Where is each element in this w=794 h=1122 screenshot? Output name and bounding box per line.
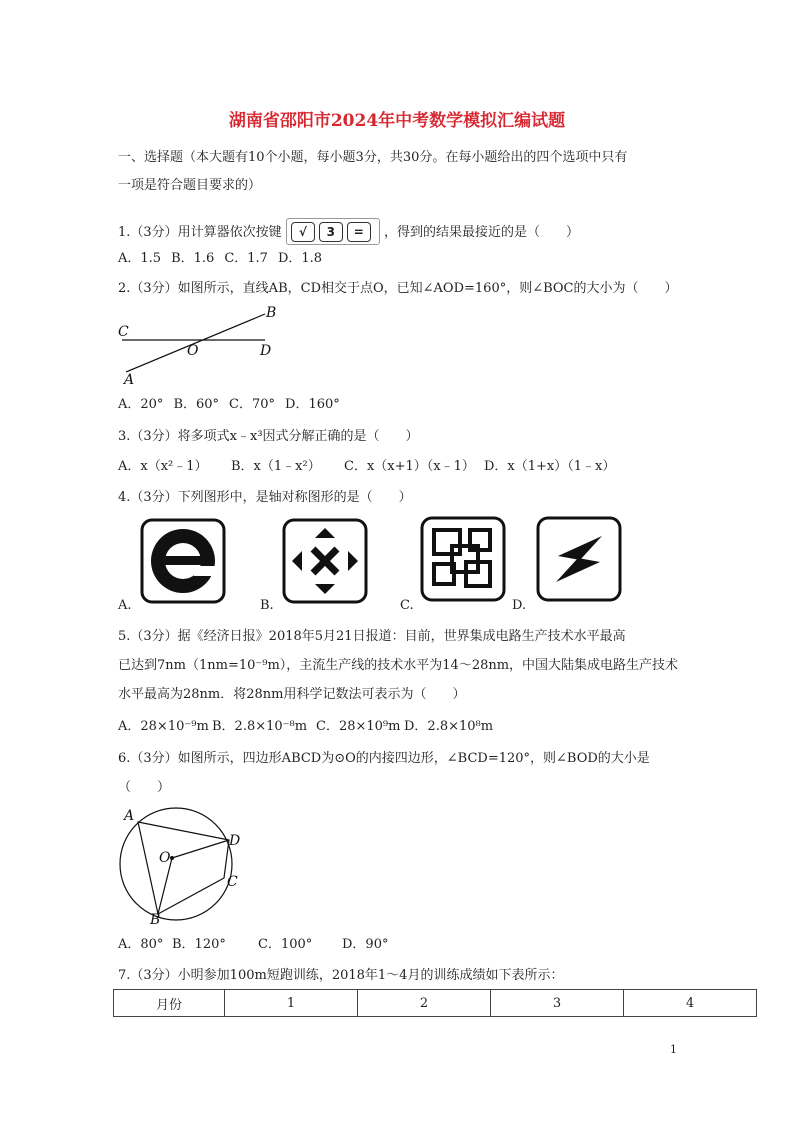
- q2-option-b: B．60°: [173, 397, 220, 412]
- q2-stem: 2.（3分）如图所示，直线AB，CD相交于点O，已知∠AOD=160°，则∠BOC的大小为（ ）: [118, 281, 678, 296]
- q3-option-b: B．x（1﹣x²）: [231, 459, 321, 474]
- q4-figure-c-icon: [420, 516, 506, 602]
- page-number: 1: [670, 1043, 677, 1056]
- q4-option-d: D.: [512, 598, 527, 613]
- q1-option-a: A．1.5: [118, 251, 162, 266]
- q6-line2: （ ）: [118, 780, 171, 795]
- q4-option-a: A.: [118, 598, 132, 613]
- q2-option-c: C．70°: [229, 397, 276, 412]
- question-1: [118, 218, 579, 245]
- q5-option-d: D．2.8×10⁸m: [404, 719, 494, 734]
- q4-option-c: C.: [400, 598, 414, 613]
- q3-option-d: D．x（1+x）（1﹣x）: [484, 459, 616, 474]
- table-header-cell: 4: [624, 990, 757, 1017]
- section-intro-line1: 一、选择题（本大题有10个小题，每小题3分，共30分。在每小题给出的四个选项中只有: [118, 150, 628, 165]
- q7-stem: 7.（3分）小明参加100m短跑训练，2018年1～4月的训练成绩如下表所示：: [118, 968, 564, 983]
- q6-label-b: B: [150, 912, 161, 928]
- q5-line1: 5.（3分）据《经济日报》2018年5月21日报道：目前，世界集成电路生产技术水平最高: [118, 629, 626, 644]
- q3-option-c: C．x（x+1）（x﹣1）: [344, 459, 475, 474]
- q6-option-c: C．100°: [258, 937, 313, 952]
- label-d: D: [260, 343, 272, 359]
- q6-figure-circle: [112, 800, 252, 928]
- table-header-cell: 2: [358, 990, 491, 1017]
- q6-option-b: B．120°: [172, 937, 226, 952]
- calculator-keys: [286, 218, 380, 245]
- q5-line3: 水平最高为28nm．将28nm用科学记数法可表示为（ ）: [118, 687, 466, 702]
- q4-stem: 4.（3分）下列图形中，是轴对称图形的是（ ）: [118, 490, 412, 505]
- q6-label-a: A: [124, 808, 135, 824]
- three-key-icon: 3: [319, 222, 343, 242]
- equals-key-icon: =: [347, 222, 371, 242]
- label-b: B: [266, 305, 277, 321]
- q4-figure-d-icon: [536, 516, 622, 602]
- q3-stem: 3.（3分）将多项式x﹣x³因式分解正确的是（ ）: [118, 429, 419, 444]
- q5-option-b: B．2.8×10⁻⁸m: [212, 719, 308, 734]
- table-header-cell: 1: [225, 990, 358, 1017]
- q5-option-c: C．28×10⁹m: [316, 719, 401, 734]
- table-header-cell: 月份: [114, 990, 225, 1017]
- q6-label-c: C: [227, 874, 238, 890]
- q6-line1: 6.（3分）如图所示，四边形ABCD为⊙O的内接四边形，∠BCD=120°，则∠BOD的大小是: [118, 751, 650, 766]
- q6-option-a: A．80°: [118, 937, 164, 952]
- q4-option-b: B.: [260, 598, 274, 613]
- section-intro-line2: 一项是符合题目要求的）: [118, 178, 262, 193]
- q6-label-d: D: [229, 833, 241, 849]
- q4-figure-b-icon: [282, 518, 368, 604]
- q1-option-d: D．1.8: [277, 251, 323, 266]
- label-o: O: [187, 343, 199, 359]
- q7-table: [113, 989, 757, 1017]
- sqrt-key-icon: √: [291, 222, 315, 242]
- q3-option-a: A．x（x²﹣1）: [118, 459, 208, 474]
- table-row: [114, 990, 757, 1017]
- q1-option-b: B．1.6: [171, 251, 215, 266]
- q2-option-a: A．20°: [118, 397, 164, 412]
- q5-line2: 已达到7nm（1nm=10⁻⁹m），主流生产线的技术水平为14～28nm，中国大陆集成电路生产技术: [118, 658, 679, 673]
- label-c: C: [118, 324, 129, 340]
- q1-option-c: C．1.7: [224, 251, 268, 266]
- q6-label-o: O: [159, 850, 171, 866]
- q4-figure-a-icon: [140, 518, 226, 604]
- page-title: 湖南省邵阳市2024年中考数学模拟汇编试题: [228, 111, 566, 131]
- q1-stem-after: ，得到的结果最接近的是（ ）: [383, 225, 579, 240]
- q2-figure-lines: [110, 302, 290, 390]
- q2-option-d: D．160°: [285, 397, 340, 412]
- q1-options: [118, 250, 332, 268]
- q2-options: [118, 396, 350, 414]
- q5-option-a: A．28×10⁻⁹m: [118, 719, 209, 734]
- table-header-cell: 3: [491, 990, 624, 1017]
- q1-stem-before: 1.（3分）用计算器依次按键: [118, 225, 282, 240]
- q6-option-d: D．90°: [342, 937, 389, 952]
- label-a: A: [124, 372, 135, 388]
